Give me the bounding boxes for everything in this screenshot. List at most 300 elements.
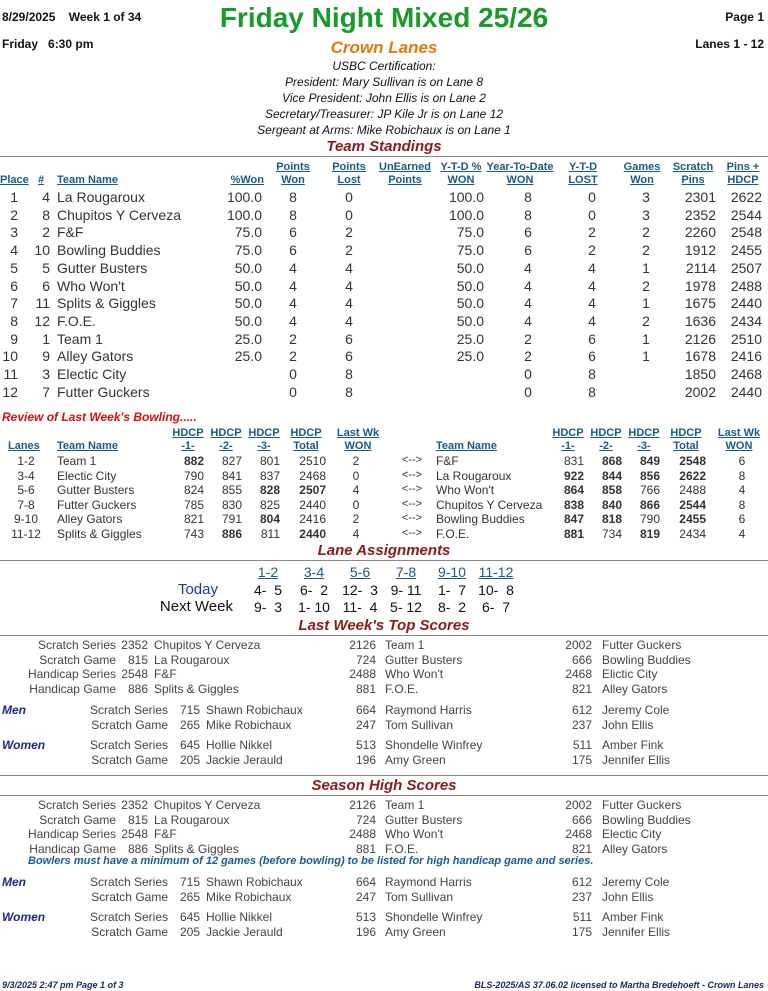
review-right-cell: 8 [738,497,746,512]
review-left-cell: 2440 [299,526,326,541]
review-right-cell: 790 [639,512,660,526]
standing-cell-col-games-won: 1 [642,348,650,365]
review-header-right-6: Last Wk WON [717,427,761,452]
standing-cell-col-team: Electic City [57,366,127,382]
standing-cell-col-scratch: 1912 [684,242,716,259]
review-right-cell: 856 [639,468,660,483]
standing-cell-col-pts-lost: 8 [345,383,353,400]
today-assignment: 1- 7 [437,582,466,598]
review-right-cell: 868 [601,454,622,468]
standing-cell-col-place: 11 [3,366,18,382]
standing-cell-col-games-won: 1 [642,259,650,276]
standing-cell-col-place: 3 [10,224,18,241]
score-cell: Who Won't [385,827,444,841]
standing-cell-col-pts-lost: 2 [345,224,353,241]
standing-cell-col-num: 12 [34,312,50,329]
standing-cell-col-ytd-lost: 4 [588,277,596,294]
standing-cell-col-scratch: 2002 [684,383,716,400]
standing-cell-col-pct: 50.0 [234,295,262,312]
score-cell: 815 [127,812,148,827]
standing-cell-col-place: 2 [10,206,18,223]
score-cell: 664 [355,703,376,717]
review-right-cell: Chupitos Y Cerveza [436,497,543,512]
standing-cell-col-ytd-pct: 75.0 [456,224,484,241]
standing-cell-col-games-won: 2 [642,312,650,329]
standing-cell-col-pts-lost: 8 [345,366,353,382]
review-left-cell: 791 [221,512,242,526]
review-lanes: 3-4 [17,468,35,483]
review-left-cell: 2507 [299,483,326,497]
standing-cell-col-place: 4 [10,242,18,259]
standing-cell-col-ytd-pct: 25.0 [456,348,484,365]
lane-pair-header: 9-10 [437,564,467,580]
score-cell: 2352 [121,798,148,812]
standing-cell-col-games-won: 1 [642,330,650,347]
standing-cell-col-ytd-pct: 100.0 [448,206,484,223]
review-title: Review of Last Week's Bowling..... [2,410,197,424]
swap-arrow-icon: <--> [401,526,423,539]
women-label: Women [2,910,46,924]
review-left-cell: 2440 [299,497,326,512]
review-right-cell: 858 [601,483,622,497]
score-cell: Alley Gators [602,841,668,856]
review-lanes: 9-10 [13,512,39,526]
score-cell: 664 [355,875,376,889]
score-cell: 511 [572,910,592,924]
standing-cell-col-hdcp: 2455 [730,242,762,259]
standing-cell-col-ytd-pct: 75.0 [456,242,484,259]
review-lanes: 11-12 [11,526,41,541]
score-cell: Jeremy Cole [602,703,670,717]
score-cell: Splits & Giggles [154,681,239,696]
officer-line: Sergeant at Arms: Mike Robichaux is on Lane 1 [257,123,511,137]
score-cell: Scratch Series [89,703,168,717]
score-cell: 666 [571,652,592,667]
score-cell: Futter Guckers [602,798,682,812]
score-cell: Shawn Robichaux [206,703,303,717]
score-cell: 645 [179,738,200,752]
standing-cell-col-ytd-pct: 25.0 [456,330,484,347]
score-cell: Splits & Giggles [154,841,239,856]
review-right-cell: 4 [738,483,746,497]
standing-cell-col-scratch: 2352 [684,206,716,223]
review-header-right-1: Team Name [436,440,497,452]
women-label: Women [2,738,46,752]
review-left-cell: 821 [183,512,204,526]
review-right-cell: Bowling Buddies [436,512,525,526]
review-right-cell: F.O.E. [436,526,470,541]
review-header-right-3: HDCP -2- [590,427,622,452]
score-cell: 886 [127,841,148,856]
standing-cell-col-place: 5 [10,259,18,276]
review-right-cell: 818 [601,512,622,526]
score-cell: Raymond Harris [385,875,472,889]
standing-cell-col-pts-lost: 0 [345,189,353,205]
score-cell: Amy Green [385,752,446,767]
next-week-assignment: 8- 2 [437,599,466,615]
next-week-assignment: 5- 12 [390,599,422,615]
score-cell: 724 [355,812,376,827]
header-col-place: Place [0,174,29,186]
review-right-cell: 2548 [679,454,706,468]
standing-cell-col-num: 11 [35,295,50,312]
standing-cell-col-games-won: 2 [642,277,650,294]
score-cell: F&F [154,827,177,841]
score-cell: John Ellis [602,717,654,732]
score-cell: Jackie Jerauld [206,752,283,767]
officer-line: USBC Certification: [332,59,436,73]
score-cell: Scratch Game [39,812,116,827]
review-left-cell: 811 [260,526,280,541]
score-cell: 175 [571,924,592,939]
standing-cell-col-pct: 50.0 [234,259,262,276]
standing-cell-col-games-won: 1 [642,295,650,312]
review-right-cell: 922 [563,468,584,483]
score-cell: Handicap Series [27,667,116,681]
today-assignment: 10- 8 [478,582,514,598]
standing-cell-col-place: 12 [2,383,18,400]
standing-cell-col-team: Who Won't [57,277,125,294]
review-left-cell: 743 [183,526,204,541]
score-cell: Jennifer Ellis [602,752,671,767]
score-cell: 2352 [121,638,148,652]
standing-cell-col-team: Futter Guckers [57,383,150,400]
standing-cell-col-ytd-lost: 4 [588,295,596,312]
today-assignment: 6- 2 [299,582,328,598]
review-right-cell: 6 [738,454,746,468]
score-cell: 265 [179,889,200,904]
score-cell: 815 [127,652,148,667]
score-cell: 511 [572,738,592,752]
score-cell: 265 [179,717,200,732]
standing-cell-col-ytd-lost: 4 [588,312,596,329]
standing-cell-col-pct: 50.0 [234,277,262,294]
review-left-cell: 2416 [299,512,326,526]
footer-license: BLS-2025/AS 37.06.02 licensed to Martha Bredehoeft - Crown Lanes [474,980,764,990]
score-cell: Scratch Game [91,924,168,939]
standing-cell-col-pts-lost: 4 [345,259,353,276]
score-cell: Shondelle Winfrey [385,738,483,752]
review-header-left-0: Lanes [8,440,40,452]
review-left-cell: 882 [183,454,204,468]
standing-cell-col-pct: 100.0 [226,189,262,205]
standing-cell-col-ytd-won: 4 [524,277,532,294]
header-col-ytd-pct: Y-T-D % WON [440,161,482,186]
lane-pair-header: 3-4 [303,564,325,580]
standing-cell-col-team: Chupitos Y Cerveza [57,206,181,223]
standing-cell-col-ytd-lost: 6 [588,330,596,347]
review-header-right-2: HDCP -1- [552,427,584,452]
standing-cell-col-pts-lost: 2 [345,242,353,259]
review-lanes: 1-2 [17,454,35,468]
standing-cell-col-scratch: 2260 [684,224,716,241]
score-cell: 2126 [349,798,376,812]
score-cell: 612 [571,875,592,889]
report-date: 8/29/2025 [2,10,56,24]
swap-arrow-icon: <--> [401,483,423,495]
review-left-cell: 837 [259,468,280,483]
standing-cell-col-pts-won: 8 [289,206,297,223]
review-right-cell: 866 [639,497,660,512]
review-left-cell: 2 [352,454,360,468]
standing-cell-col-team: Gutter Busters [57,259,148,276]
lane-pair-header: 5-6 [349,564,371,580]
divider [0,635,768,636]
score-cell: 2488 [349,667,376,681]
standing-cell-col-num: 2 [42,224,50,241]
swap-arrow-icon: <--> [401,454,423,466]
score-cell: Futter Guckers [602,638,682,652]
standing-cell-col-games-won: 2 [642,224,650,241]
review-left-cell: Team 1 [57,454,97,468]
review-left-cell: 4 [352,526,360,541]
lane-assignments-title: Lane Assignments [317,542,451,559]
review-right-cell: Who Won't [436,483,495,497]
header-col-pct: %Won [230,174,264,186]
score-cell: Hollie Nikkel [206,738,273,752]
lanes-range: Lanes 1 - 12 [695,37,764,51]
review-left-cell: 855 [221,483,242,497]
review-right-cell: 864 [563,483,584,497]
score-cell: 2002 [565,798,592,812]
score-cell: Handicap Game [29,841,116,856]
score-cell: Scratch Game [91,752,168,767]
review-right-cell: 838 [563,497,584,512]
review-right-cell: 4 [738,526,746,541]
review-left-cell: 827 [221,454,242,468]
score-cell: 886 [127,681,148,696]
score-cell: 881 [355,681,376,696]
standing-cell-col-pct: 100.0 [226,206,262,223]
standing-cell-col-hdcp: 2416 [730,348,762,365]
header-col-pts-lost: Points Lost [332,161,366,186]
score-cell: Scratch Series [89,875,168,889]
standing-cell-col-team: Team 1 [57,330,103,347]
review-right-cell: 734 [601,526,622,541]
standing-cell-col-team: Bowling Buddies [57,242,161,259]
standing-cell-col-place: 8 [10,312,18,329]
standing-cell-col-ytd-lost: 0 [588,206,596,223]
next-week-assignment: 6- 7 [481,599,510,615]
standing-cell-col-pts-lost: 6 [345,330,353,347]
divider [0,795,768,796]
standing-cell-col-ytd-won: 4 [524,259,532,276]
standing-cell-col-ytd-lost: 8 [588,366,596,382]
review-lanes: 5-6 [17,483,35,497]
review-left-cell: 841 [221,468,242,483]
next-week-assignment: 11- 4 [342,599,378,615]
standing-cell-col-hdcp: 2440 [730,295,762,312]
standing-cell-col-pts-won: 4 [289,259,297,276]
footer-printed: 9/3/2025 2:47 pm Page 1 of 3 [2,980,124,990]
review-header-left-5: HDCP Total [290,427,322,452]
review-left-cell: 0 [352,497,360,512]
review-header-left-1: Team Name [57,440,118,452]
score-cell: Team 1 [385,798,425,812]
score-cell: 715 [179,875,200,889]
header-col-games-won: Games Won [623,161,661,186]
review-right-cell: 819 [639,526,660,541]
standing-cell-col-ytd-won: 8 [524,189,532,205]
standing-cell-col-games-won: 3 [642,206,650,223]
score-cell: Scratch Game [91,889,168,904]
score-cell: Scratch Game [39,652,116,667]
divider [0,560,768,561]
review-right-cell: 881 [563,526,584,541]
standing-cell-col-team: F.O.E. [57,312,96,329]
standing-cell-col-pts-lost: 0 [345,206,353,223]
officer-line: President: Mary Sullivan is on Lane 8 [284,75,484,89]
standing-cell-col-hdcp: 2468 [730,366,762,382]
review-right-cell: La Rougaroux [436,468,512,483]
header-col-scratch: Scratch Pins [672,161,714,186]
score-cell: 247 [355,717,376,732]
score-cell: F.O.E. [385,841,419,856]
review-left-cell: 2468 [299,468,326,483]
score-cell: Mike Robichaux [206,889,292,904]
score-cell: 205 [179,752,200,767]
score-cell: 2002 [565,638,592,652]
standing-cell-col-pts-lost: 6 [345,348,353,365]
standing-cell-col-pts-won: 4 [289,277,297,294]
score-cell: Scratch Series [37,638,116,652]
review-left-cell: Futter Guckers [57,497,137,512]
review-lanes: 7-8 [17,497,35,512]
review-left-cell: Electic City [57,468,117,483]
review-right-cell: 831 [563,454,584,468]
header-col-num: # [37,174,45,186]
standing-cell-col-pts-won: 4 [289,312,297,329]
review-right-cell: 6 [738,512,746,526]
score-cell: 2468 [565,667,592,681]
score-cell: 513 [355,910,376,924]
standing-cell-col-scratch: 1978 [684,277,716,294]
score-cell: La Rougaroux [154,812,230,827]
officer-line: Vice President: John Ellis is on Lane 2 [282,91,486,105]
standing-cell-col-pts-won: 6 [289,224,297,241]
score-cell: 821 [571,681,592,696]
score-cell: F&F [154,667,177,681]
score-cell: Shawn Robichaux [206,875,303,889]
score-cell: Mike Robichaux [206,717,292,732]
score-cell: F.O.E. [385,681,419,696]
swap-arrow-icon: <--> [401,512,423,524]
standing-cell-col-num: 7 [42,383,50,400]
standing-cell-col-place: 6 [10,277,18,294]
score-cell: Handicap Series [27,827,116,841]
standing-cell-col-ytd-won: 6 [524,242,532,259]
score-cell: 2488 [349,827,376,841]
review-right-cell: 849 [639,454,660,468]
score-cell: Electic City [602,827,662,841]
review-right-cell: 844 [601,468,622,483]
standing-cell-col-pct: 75.0 [234,242,262,259]
header-col-pts-won: Points Won [276,161,310,186]
today-assignment: 4- 5 [253,582,282,598]
score-cell: Jennifer Ellis [602,924,671,939]
score-cell: Shondelle Winfrey [385,910,483,924]
day-time: Friday 6:30 pm [2,37,94,51]
review-header-left-3: HDCP -2- [210,427,242,452]
standing-cell-col-pct: 25.0 [234,330,262,347]
review-left-cell: Alley Gators [57,512,123,526]
review-header-left-2: HDCP -1- [172,427,204,452]
review-right-cell: 2622 [679,468,706,483]
standing-cell-col-place: 9 [10,330,18,347]
standing-cell-col-ytd-lost: 8 [588,383,596,400]
review-left-cell: 828 [259,483,280,497]
standing-cell-col-ytd-won: 0 [524,383,532,400]
divider [0,156,768,157]
score-cell: Gutter Busters [385,812,463,827]
season-high-title: Season High Scores [311,777,457,794]
page-number: Page 1 [725,10,764,24]
score-cell: 724 [355,652,376,667]
score-cell: La Rougaroux [154,652,230,667]
score-cell: Amy Green [385,924,446,939]
score-cell: 247 [355,889,376,904]
standing-cell-col-pct: 25.0 [234,348,262,365]
standing-cell-col-ytd-lost: 6 [588,348,596,365]
review-right-cell: 840 [601,497,622,512]
score-cell: 237 [571,889,592,904]
standing-cell-col-ytd-pct: 100.0 [448,189,484,205]
standing-cell-col-hdcp: 2544 [730,206,762,223]
standing-cell-col-pts-won: 0 [289,366,297,382]
score-cell: 175 [571,752,592,767]
score-cell: 881 [355,841,376,856]
standing-cell-col-num: 8 [42,206,50,223]
standing-cell-col-pct: 50.0 [234,312,262,329]
standing-cell-col-scratch: 1850 [684,366,716,382]
bowling-center-name: Crown Lanes [330,38,438,57]
swap-arrow-icon: <--> [401,468,423,481]
review-left-cell: 2510 [299,454,326,468]
score-cell: Team 1 [385,638,425,652]
officer-line: Secretary/Treasurer: JP Kile Jr is on Lane 12 [264,107,504,121]
score-cell: Elictic City [602,667,658,681]
top-scores-title: Last Week's Top Scores [298,617,470,634]
standing-cell-col-games-won: 3 [642,189,650,205]
review-header-left-6: Last Wk WON [336,427,380,452]
review-left-cell: 825 [259,497,280,512]
score-cell: Amber Fink [602,738,664,752]
score-cell: Tom Sullivan [385,717,454,732]
review-left-cell: 886 [221,526,242,541]
standing-cell-col-ytd-won: 2 [524,348,532,365]
review-header-left-4: HDCP -3- [248,427,280,452]
next-week-assignment: 9- 3 [253,599,282,615]
standing-cell-col-pts-won: 2 [289,348,297,365]
score-cell: Scratch Game [91,717,168,732]
score-cell: 196 [355,924,376,939]
review-header-right-5: HDCP Total [670,427,702,452]
header-col-ytd-lost: Y-T-D LOST [568,161,598,186]
swap-arrow-icon: <--> [401,497,423,510]
standing-cell-col-scratch: 1678 [684,348,716,365]
today-assignment: 12- 3 [342,582,378,598]
standing-cell-col-num: 10 [34,242,50,259]
standing-cell-col-hdcp: 2622 [730,189,762,205]
score-cell: Tom Sullivan [385,889,454,904]
week-number: Week 1 of 34 [68,10,142,24]
standing-cell-col-hdcp: 2548 [730,224,762,241]
standing-cell-col-num: 5 [42,259,50,276]
standing-cell-col-ytd-won: 2 [524,330,532,347]
score-cell: Scratch Series [37,798,116,812]
standing-cell-col-pts-lost: 4 [345,312,353,329]
score-cell: Alley Gators [602,681,668,696]
